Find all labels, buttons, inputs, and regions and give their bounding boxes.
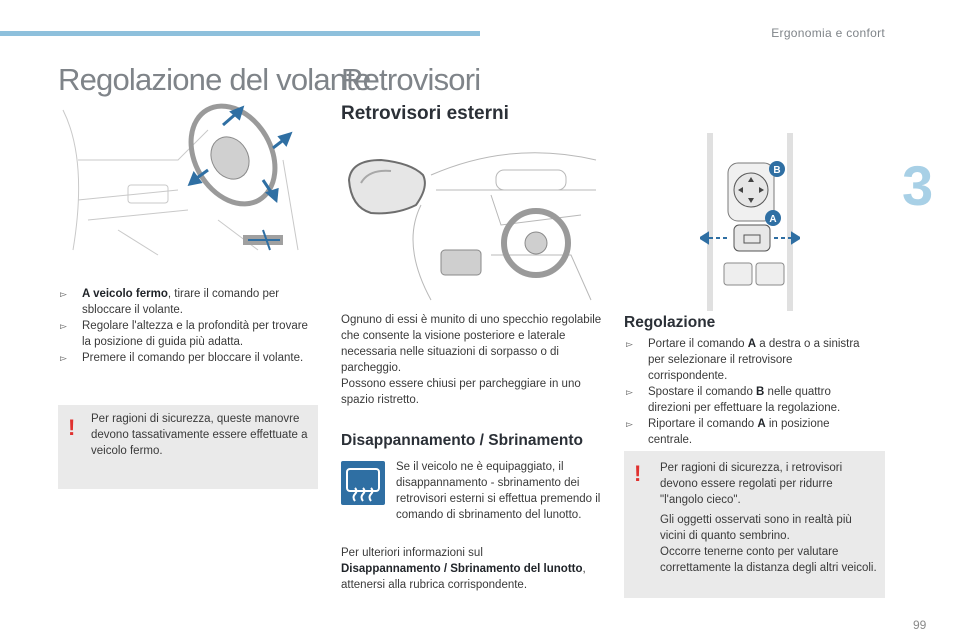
label-b: B	[773, 165, 781, 176]
mirror-cabin-illustration	[341, 135, 601, 305]
bullet-icon: ▻	[60, 353, 67, 363]
mirrors-subtitle: Retrovisori esterni	[341, 103, 509, 124]
adjustment-step: ▻ Portare il comando A a destra o a sinistra per selezionare il retrovisore corrispondente.	[626, 338, 860, 382]
steering-steps	[58, 286, 320, 366]
steering-warning-box	[58, 405, 318, 489]
chapter-number: 3	[902, 154, 934, 217]
mirrors-warning-box	[624, 451, 885, 598]
label-a: A	[769, 214, 777, 225]
bullet-icon: ▻	[626, 339, 633, 349]
steering-warning-text: Per ragioni di sicurezza, queste manovre devono tassativamente essere effettuate a veicolo fermo.	[91, 413, 308, 457]
rear-defrost-icon	[341, 461, 385, 505]
mirrors-warning-text-2: Gli oggetti osservati sono in realtà più vicini di quanto sembrino.	[660, 514, 852, 542]
steering-step: ▻ A veicolo fermo, tirare il comando per sbloccare il volante.	[60, 288, 280, 316]
header-accent-bar	[0, 31, 480, 36]
adjustment-step: ▻ Riportare il comando A in posizione centrale.	[626, 418, 830, 446]
mirrors-warning-text-3: Occorre tenerne conto per valutare correttamente la distanza degli altri veicoli.	[660, 546, 877, 574]
steering-step: ▻ Premere il comando per bloccare il volante.	[60, 352, 304, 364]
warning-icon: !	[634, 461, 642, 486]
bullet-icon: ▻	[626, 387, 633, 397]
adjustment-steps	[624, 336, 870, 448]
bullet-icon: ▻	[60, 289, 67, 299]
section-title: Ergonomia e confort	[771, 26, 885, 40]
warning-icon: !	[68, 415, 76, 440]
page-number: 99	[913, 618, 927, 632]
mirror-control-illustration	[700, 133, 800, 311]
bullet-icon: ▻	[626, 419, 633, 429]
defrost-heading: Disappannamento / Sbrinamento	[341, 432, 584, 449]
steering-wheel-illustration	[58, 100, 314, 260]
mirrors-title: Retrovisori	[341, 62, 481, 97]
mirrors-intro-2: Possono essere chiusi per parcheggiare in uno spazio ristretto.	[341, 378, 581, 406]
adjustment-step: ▻ Spostare il comando B nelle quattro direzioni per effettuare la regolazione.	[626, 386, 841, 414]
bullet-icon: ▻	[60, 321, 67, 331]
mirrors-warning-text-1: Per ragioni di sicurezza, i retrovisori devono essere regolati per ridurre "l'angolo cieco".	[660, 462, 843, 506]
defrost-text: Se il veicolo ne è equipaggiato, il disappannamento - sbrinamento dei retrovisori esterni si effettua premendo il comando di sbrinamento del lunotto.	[396, 461, 601, 521]
steering-title: Regolazione del volante	[58, 62, 371, 97]
steering-step: ▻ Regolare l'altezza e la profondità per trovare la posizione di guida più adatta.	[60, 320, 308, 348]
more-info-text: Per ulteriori informazioni sul Disappannamento / Sbrinamento del lunotto, attenersi alla rubrica corrispondente.	[341, 547, 586, 591]
mirrors-intro-1: Ognuno di essi è munito di uno specchio regolabile che consente la visione posteriore e laterale necessaria nelle situazioni di sorpasso o di parcheggio.	[341, 314, 602, 374]
adjustment-heading: Regolazione	[624, 314, 716, 331]
